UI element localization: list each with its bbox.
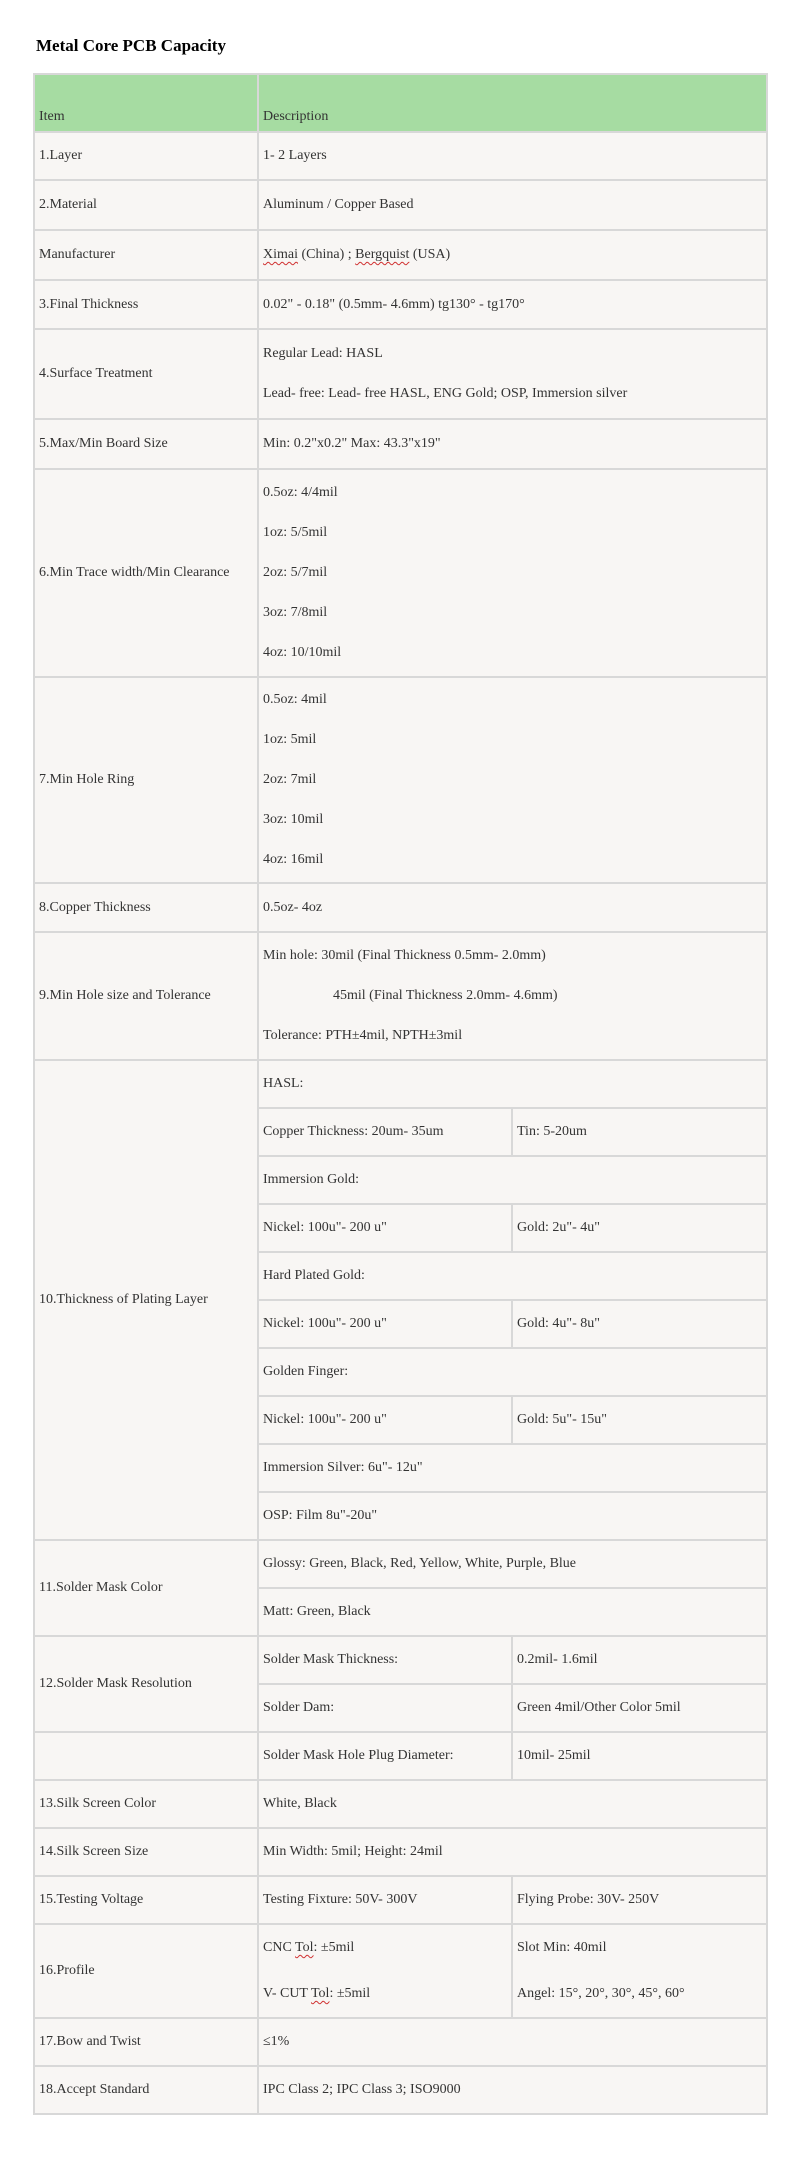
- spec-cell: Gold: 4u"- 8u": [512, 1300, 767, 1348]
- row-item: 1.Layer: [34, 132, 258, 180]
- row-description: White, Black: [258, 1780, 767, 1828]
- spec-cell: Gold: 5u"- 15u": [512, 1396, 767, 1444]
- spec-cell: Matt: Green, Black: [258, 1588, 767, 1636]
- row-description: 0.02" - 0.18" (0.5mm- 4.6mm) tg130° - tg170°: [258, 280, 767, 329]
- desc-line: Min hole: 30mil (Final Thickness 0.5mm- 2.0mm): [263, 948, 546, 963]
- desc-line: Tolerance: PTH±4mil, NPTH±3mil: [263, 1028, 463, 1043]
- desc-line: 2oz: 7mil: [263, 772, 317, 787]
- profile-text: CNC: [263, 1940, 296, 1955]
- row-description: [258, 932, 767, 1060]
- spec-cell: Solder Mask Thickness:: [258, 1636, 512, 1684]
- spec-cell: [258, 1971, 512, 2018]
- table-row: [34, 469, 767, 677]
- spec-cell: Nickel: 100u"- 200 u": [258, 1300, 512, 1348]
- row-item: 8.Copper Thickness: [34, 883, 258, 932]
- table-row: [34, 932, 767, 1060]
- desc-line: 4oz: 10/10mil: [263, 645, 342, 660]
- subheading: Immersion Gold:: [258, 1156, 767, 1204]
- desc-line: 45mil (Final Thickness 2.0mm- 4.6mm): [333, 988, 558, 1003]
- spec-cell: Solder Dam:: [258, 1684, 512, 1732]
- manufacturer-name-1: Ximai: [263, 247, 298, 262]
- row-description: [258, 329, 767, 419]
- table-row: [34, 419, 767, 469]
- row-description: [258, 677, 767, 883]
- spec-cell: Gold: 2u"- 4u": [512, 1204, 767, 1252]
- row-description: [258, 469, 767, 677]
- desc-line: 3oz: 10mil: [263, 812, 324, 827]
- spec-cell: Glossy: Green, Black, Red, Yellow, White, Purple, Blue: [258, 1540, 767, 1588]
- row-item: 11.Solder Mask Color: [34, 1540, 258, 1636]
- row-item: Manufacturer: [34, 230, 258, 280]
- table-row: [34, 280, 767, 329]
- row-item: 9.Min Hole size and Tolerance: [34, 932, 258, 1060]
- desc-line: 1oz: 5mil: [263, 732, 317, 747]
- row-description: Min Width: 5mil; Height: 24mil: [258, 1828, 767, 1876]
- row-item: 14.Silk Screen Size: [34, 1828, 258, 1876]
- subheading: Hard Plated Gold:: [258, 1252, 767, 1300]
- row-description: 1- 2 Layers: [258, 132, 767, 180]
- table-row: [34, 2066, 767, 2114]
- profile-text: : ±5mil: [329, 1986, 371, 2001]
- manufacturer-text-2: (USA): [409, 247, 451, 262]
- profile-text: V- CUT: [263, 1986, 311, 2001]
- row-item: 16.Profile: [34, 1924, 258, 2018]
- spec-cell: Immersion Silver: 6u"- 12u": [258, 1444, 767, 1492]
- spec-cell: Nickel: 100u"- 200 u": [258, 1396, 512, 1444]
- manufacturer-text-1: (China) ;: [298, 247, 356, 262]
- row-item: 6.Min Trace width/Min Clearance: [34, 469, 258, 677]
- row-item: 15.Testing Voltage: [34, 1876, 258, 1924]
- desc-line: 1oz: 5/5mil: [263, 525, 328, 540]
- row-item: 5.Max/Min Board Size: [34, 419, 258, 469]
- table-row: [34, 1924, 767, 1971]
- profile-tol: Tol: [295, 1940, 314, 1955]
- row-item: 13.Silk Screen Color: [34, 1780, 258, 1828]
- desc-line: 4oz: 16mil: [263, 852, 324, 867]
- table-row: [34, 677, 767, 883]
- table-row: [34, 2018, 767, 2066]
- row-item: 4.Surface Treatment: [34, 329, 258, 419]
- table-row: [34, 1732, 767, 1780]
- spec-cell: OSP: Film 8u"-20u": [258, 1492, 767, 1540]
- header-description: Description: [258, 74, 767, 132]
- subheading: HASL:: [258, 1060, 767, 1108]
- spec-cell: Tin: 5-20um: [512, 1108, 767, 1156]
- table-row: [34, 1060, 767, 1108]
- subheading: Golden Finger:: [258, 1348, 767, 1396]
- desc-line: 2oz: 5/7mil: [263, 565, 328, 580]
- desc-line: Lead- free: Lead- free HASL, ENG Gold; OSP, Immersion silver: [263, 386, 628, 401]
- row-item: 12.Solder Mask Resolution: [34, 1636, 258, 1732]
- row-description: IPC Class 2; IPC Class 3; ISO9000: [258, 2066, 767, 2114]
- row-item: 10.Thickness of Plating Layer: [34, 1060, 258, 1540]
- row-item: 18.Accept Standard: [34, 2066, 258, 2114]
- spec-cell: 10mil- 25mil: [512, 1732, 767, 1780]
- row-description: 0.5oz- 4oz: [258, 883, 767, 932]
- spec-cell: Angel: 15°, 20°, 30°, 45°, 60°: [512, 1971, 767, 2018]
- row-item: 3.Final Thickness: [34, 280, 258, 329]
- table-row: [34, 883, 767, 932]
- spec-cell: Green 4mil/Other Color 5mil: [512, 1684, 767, 1732]
- table-row: [34, 180, 767, 230]
- header-item: Item: [34, 74, 258, 132]
- row-description: Min: 0.2"x0.2" Max: 43.3"x19": [258, 419, 767, 469]
- profile-tol: Tol: [310, 1986, 330, 2001]
- table-row: [34, 1828, 767, 1876]
- spec-cell: Flying Probe: 30V- 250V: [512, 1876, 767, 1924]
- spec-cell: Nickel: 100u"- 200 u": [258, 1204, 512, 1252]
- desc-line: Regular Lead: HASL: [263, 346, 383, 361]
- page-title: Metal Core PCB Capacity: [36, 36, 226, 55]
- row-item: 2.Material: [34, 180, 258, 230]
- table-row: [34, 230, 767, 280]
- spec-cell: Copper Thickness: 20um- 35um: [258, 1108, 512, 1156]
- row-description: ≤1%: [258, 2018, 767, 2066]
- capacity-table: [33, 73, 768, 2115]
- spec-cell: Solder Mask Hole Plug Diameter:: [258, 1732, 512, 1780]
- table-row: [34, 132, 767, 180]
- spec-cell: 0.2mil- 1.6mil: [512, 1636, 767, 1684]
- table-row: [34, 1876, 767, 1924]
- row-item: [34, 1732, 258, 1780]
- row-item: 7.Min Hole Ring: [34, 677, 258, 883]
- spec-cell: Slot Min: 40mil: [512, 1924, 767, 1971]
- row-description: [258, 230, 767, 280]
- desc-line: 3oz: 7/8mil: [263, 605, 328, 620]
- profile-text: : ±5mil: [313, 1940, 355, 1955]
- table-row: [34, 329, 767, 419]
- manufacturer-name-2: Bergquist: [355, 247, 410, 262]
- desc-line: 0.5oz: 4mil: [263, 692, 327, 707]
- table-row: [34, 1636, 767, 1684]
- table-row: [34, 1780, 767, 1828]
- row-item: 17.Bow and Twist: [34, 2018, 258, 2066]
- desc-line: 0.5oz: 4/4mil: [263, 485, 338, 500]
- table-row: [34, 1540, 767, 1588]
- spec-cell: Testing Fixture: 50V- 300V: [258, 1876, 512, 1924]
- spec-cell: [258, 1924, 512, 1971]
- table-header-row: [34, 74, 767, 132]
- row-description: Aluminum / Copper Based: [258, 180, 767, 230]
